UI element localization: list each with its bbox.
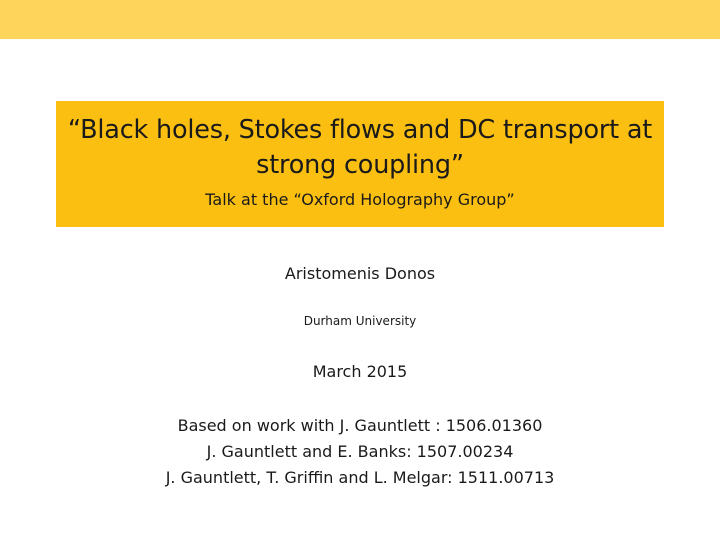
- presentation-subtitle: Talk at the “Oxford Holography Group”: [205, 190, 515, 209]
- title-line-2: strong coupling”: [256, 150, 464, 180]
- header-bar: [0, 0, 720, 39]
- presentation-title: [56, 113, 664, 183]
- reference-line: J. Gauntlett and E. Banks: 1507.00234: [206, 442, 514, 461]
- title-line-1: “Black holes, Stokes flows and DC transport at: [67, 115, 653, 145]
- author-name: Aristomenis Donos: [284, 264, 436, 283]
- presentation-date: March 2015: [312, 362, 408, 381]
- references-block: [0, 413, 720, 491]
- institute: Durham University: [303, 314, 417, 328]
- reference-line: J. Gauntlett, T. Griffin and L. Melgar: 1511.00713: [165, 468, 555, 487]
- title-block: [56, 101, 664, 227]
- reference-line: Based on work with J. Gauntlett : 1506.01360: [177, 416, 543, 435]
